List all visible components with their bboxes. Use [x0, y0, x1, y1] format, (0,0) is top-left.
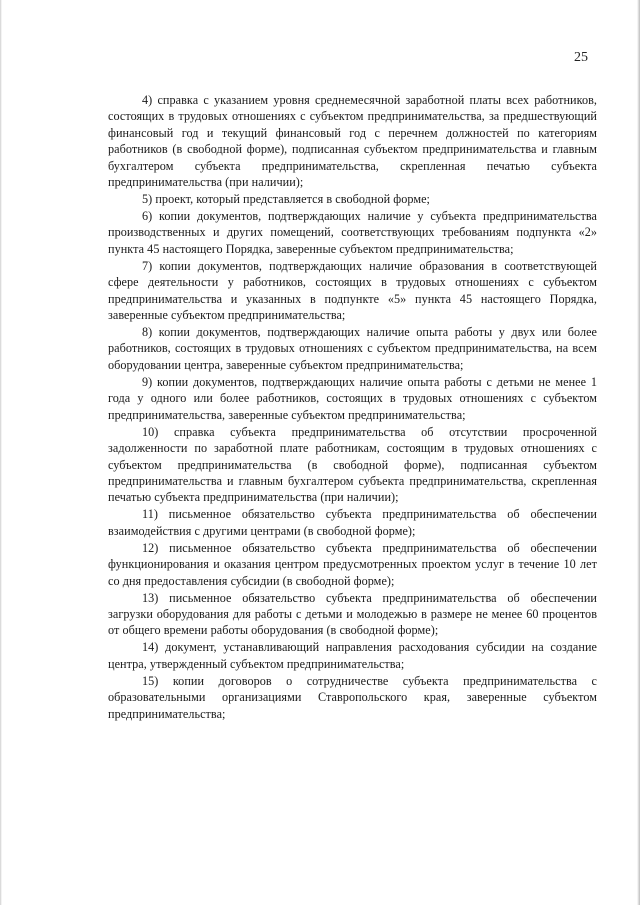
list-item-4: 4) справка с указанием уровня среднемесячной заработной платы всех работников, состоящих в трудовых отношениях с субъектом предпринимательства, за предшествующий финансовый год и текущий финансовый год с перечнем должностей по категориям работников (в свободной форме), подписанная субъектом предпринимательства и главным бухгалтером субъекта предпринимательства, скрепленная печатью субъекта предпринимательства (при наличии);: [108, 93, 597, 190]
document-body: [108, 92, 597, 722]
page-number: 25: [574, 50, 588, 65]
list-item-9: 9) копии документов, подтверждающих наличие опыта работы с детьми не менее 1 года у одного или более работников, состоящих в трудовых отношениях с субъектом предпринимательства, заверенные субъектом предпринимательства;: [108, 374, 597, 422]
list-item-14: 14) документ, устанавливающий направления расходования субсидии на создание центра, утвержденный субъектом предпринимательства;: [108, 640, 597, 671]
list-item-13: 13) письменное обязательство субъекта предпринимательства об обеспечении загрузки оборудования для работы с детьми и молодежью в размере не менее 60 процентов от общего времени работы оборудования (в свободной форме);: [108, 590, 597, 638]
page-edge-left: [0, 0, 2, 905]
list-item-5: 5) проект, который представляется в свободной форме;: [142, 192, 430, 207]
list-item-6: 6) копии документов, подтверждающих наличие у субъекта предпринимательства производственных и других помещений, соответствующих требованиям подпункта «2» пункта 45 настоящего Порядка, заверенные субъектом предпринимательства;: [108, 209, 597, 256]
list-item-7: 7) копии документов, подтверждающих наличие образования в соответствующей сфере деятельности у работников, состоящих в трудовых отношениях с субъектом предпринимательства и указанных в подпункте «5» пункта 45 настоящего Порядка, заверенные субъектом предпринимательства;: [108, 258, 597, 323]
list-item-11: 11) письменное обязательство субъекта предпринимательства об обеспечении взаимодействия с другими центрами (в свободной форме);: [108, 507, 597, 538]
list-item-10: 10) справка субъекта предпринимательства об отсутствии просроченной задолженности по заработной плате работникам, состоящим в трудовых отношениях с субъектом предпринимательства (в свободной форме), подписанная субъектом предпринимательства и главным бухгалтером субъекта предпринимательства, скрепленная печатью субъекта предпринимательства (при наличии);: [108, 424, 597, 505]
list-item-15: 15) копии договоров о сотрудничестве субъекта предпринимательства с образовательными организациями Ставропольского края, заверенные субъектом предпринимательства;: [108, 673, 597, 721]
list-item-8: 8) копии документов, подтверждающих наличие опыта работы у двух или более работников, состоящих в трудовых отношениях с субъектом предпринимательства, на всем оборудовании центра, заверенные субъектом предпринимательства;: [108, 325, 597, 372]
list-item-12: 12) письменное обязательство субъекта предпринимательства об обеспечении функционирования и оказания центром предусмотренных проектом услуг в течение 10 лет со дня предоставления субсидии (в свободной форме);: [108, 540, 597, 588]
